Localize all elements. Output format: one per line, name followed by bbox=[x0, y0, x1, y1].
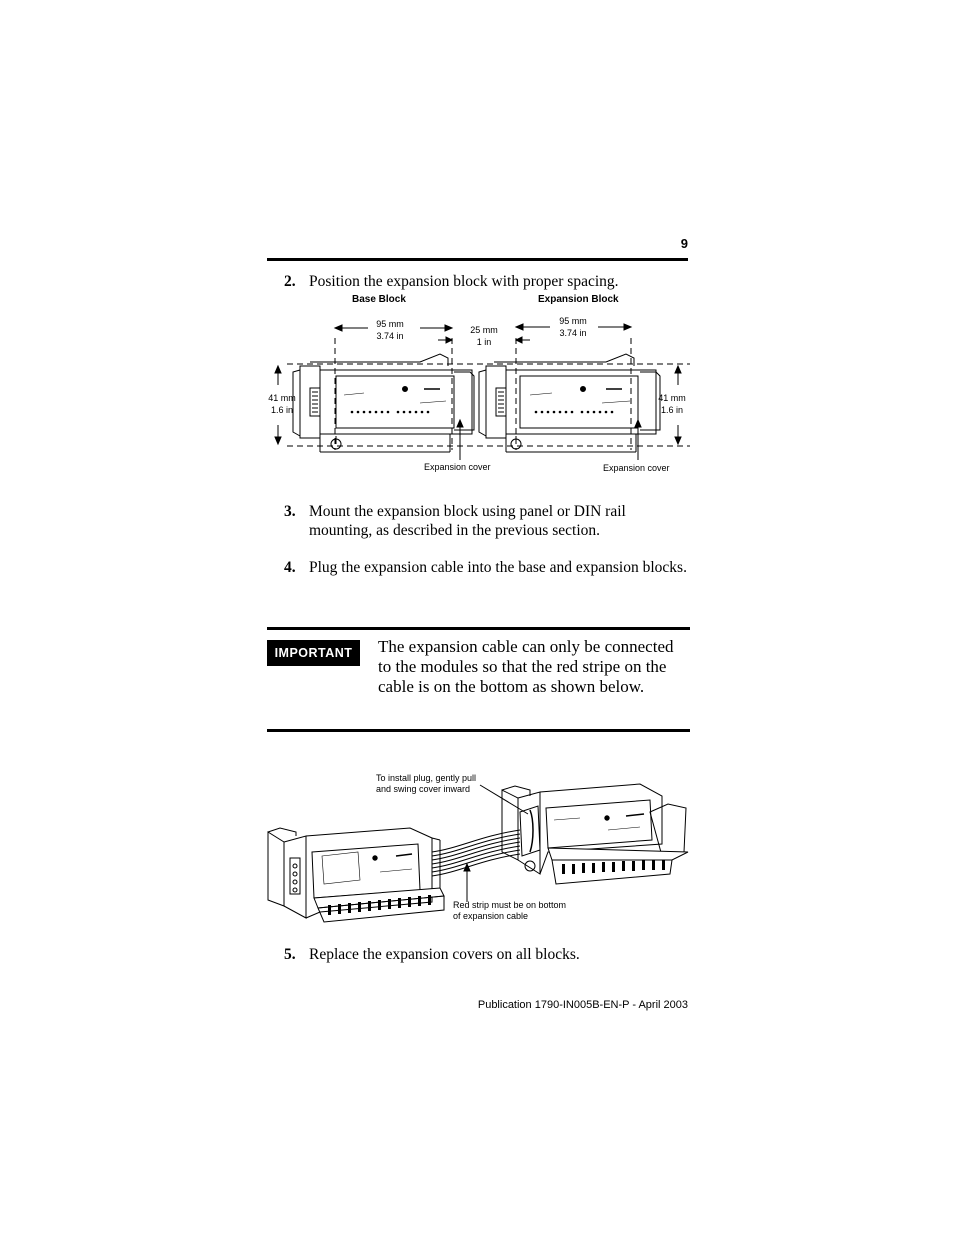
expansion-width-in: 3.74 in bbox=[559, 328, 587, 338]
red-strip-note-line-1: Red strip must be on bottom bbox=[453, 900, 567, 910]
install-plug-note-line-2: and swing cover inward bbox=[376, 784, 471, 794]
install-plug-note-line-1: To install plug, gently pull bbox=[376, 773, 477, 783]
step-text: Plug the expansion cable into the base and expansion blocks. bbox=[309, 559, 687, 576]
step-number: 3. bbox=[284, 503, 296, 520]
base-width-in: 3.74 in bbox=[376, 331, 404, 341]
page-number: 9 bbox=[680, 236, 688, 251]
step-number: 2. bbox=[284, 273, 296, 290]
step-number: 5. bbox=[284, 946, 296, 963]
important-text: The expansion cable can only be connected to the modules so that the red stripe on the cable is on the bottom as shown below. bbox=[378, 637, 674, 696]
step-number: 4. bbox=[284, 559, 296, 576]
right-height-in: 1.6 in bbox=[660, 405, 684, 415]
step-text: Position the expansion block with proper spacing. bbox=[309, 273, 619, 290]
gap-mm: 25 mm bbox=[470, 325, 498, 335]
gap-in: 1 in bbox=[476, 337, 492, 347]
red-strip-note-line-2: of expansion cable bbox=[453, 911, 529, 921]
base-width-mm: 95 mm bbox=[376, 319, 404, 329]
right-height-mm: 41 mm bbox=[658, 393, 686, 403]
step-text: Replace the expansion covers on all blocks. bbox=[309, 946, 580, 963]
expansion-block-label: Expansion Block bbox=[538, 294, 619, 305]
install-plug-note bbox=[376, 773, 476, 795]
expansion-width-mm: 95 mm bbox=[559, 316, 587, 326]
publication-footer: Publication 1790-IN005B-EN-P - April 2003 bbox=[477, 999, 688, 1011]
red-strip-note bbox=[453, 900, 566, 922]
base-block-label: Base Block bbox=[352, 294, 406, 305]
important-badge: IMPORTANT bbox=[267, 640, 360, 666]
expansion-cover-label-right: Expansion cover bbox=[603, 463, 670, 473]
expansion-cover-label-left: Expansion cover bbox=[424, 462, 491, 472]
left-height-mm: 41 mm bbox=[268, 393, 296, 403]
left-height-in: 1.6 in bbox=[270, 405, 294, 415]
step-text: Mount the expansion block using panel or DIN rail mounting, as described in the previous section. bbox=[309, 503, 626, 539]
